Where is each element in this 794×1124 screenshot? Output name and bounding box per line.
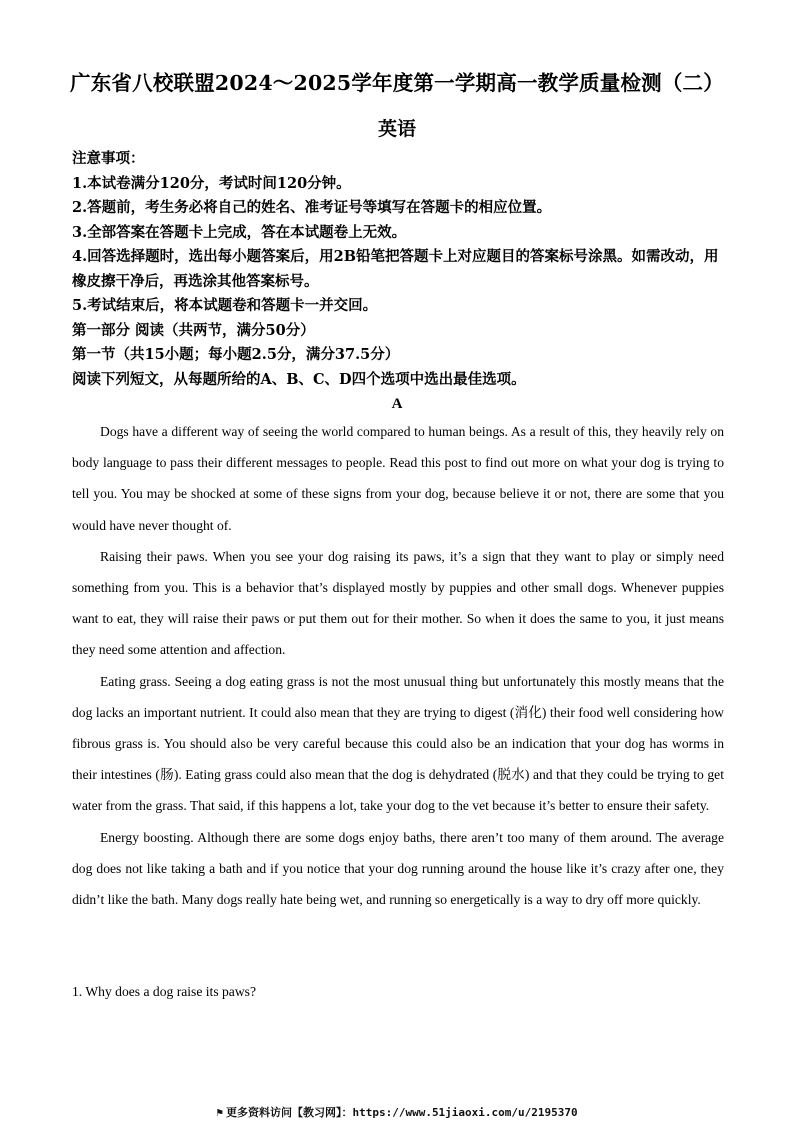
section-heading: 第一节（共15小题；每小题2.5分，满分37.5分） — [72, 346, 400, 363]
note-item-5: 5.考试结束后，将本试题卷和答题卡一并交回。 — [72, 297, 378, 314]
note-item-3: 3.全部答案在答题卡上完成，答在本试题卷上无效。 — [72, 223, 407, 241]
question-1: 1. Why does a dog raise its paws? — [72, 984, 256, 999]
passage-paragraph-3: Eating grass. Seeing a dog eating grass is not the most unusual thing but unfortunately this mostly means that the dog lacks an important nutrient. It could also mean that they are trying to digest (消化) their food well considering how fibrous grass is. You should also be very careful because this could also be an indication that your dog has worms in their intestines (肠). Eating grass could also mean that the dog is dehydrated (脱水) and that they could be trying to get water from the grass. That said, if this happens a lot, take your dog to the vet because it’s better to ensure their safety. — [72, 673, 724, 814]
reading-passage — [72, 416, 724, 915]
note-item-1: 1.本试卷满分120分，考试时间120分钟。 — [72, 174, 351, 192]
footer-link[interactable]: 更多资料访问【教习网】：https://www.51jiaoxi.com/u/2195370 — [225, 1106, 578, 1119]
notes-heading: 注意事项： — [72, 150, 145, 167]
instruction-text: 阅读下列短文，从每题所给的A、B、C、D四个选项中选出最佳选项。 — [72, 370, 526, 388]
note-item-4: 4.回答选择题时，选出每小题答案后，用2B铅笔把答题卡上对应题目的答案标号涂黑。如需改动，用橡皮擦干净后，再选涂其他答案标号。 — [72, 248, 719, 290]
subject-title: 英语 — [377, 118, 416, 140]
passage-paragraph-2: Raising their paws. When you see your dog raising its paws, it’s a sign that they want to play or simply need something from you. This is a behavior that’s displayed mostly by puppies and other small dogs. Whenever puppies want to eat, they will raise their paws or put them out for their mother. So when it does the same to you, it just means they need some attention and affection. — [72, 548, 724, 658]
page-title: 广东省八校联盟2024～2025学年度第一学期高一教学质量检测（二） — [70, 71, 724, 95]
passage-paragraph-1: Dogs have a different way of seeing the world compared to human beings. As a result of this, they heavily rely on body language to pass their different messages to people. Read this post to find out more on what your dog is trying to tell you. You may be shocked at some of these signs from your dog, because believe it or not, there are some that you would have never thought of. — [72, 424, 724, 533]
exam-notes — [72, 147, 732, 392]
passage-letter: A — [391, 396, 403, 412]
passage-paragraph-4: Energy boosting. Although there are some dogs enjoy baths, there aren’t too many of them around. The average dog does not like taking a bath and if you notice that your dog running around the house like it’s crazy after one, they didn’t like the bath. Many dogs really hate being wet, and running so energetically is a way to dry off more quickly. — [72, 829, 724, 908]
part-heading: 第一部分 阅读（共两节，满分50分） — [72, 321, 315, 339]
footer — [0, 1104, 794, 1120]
flag-icon: ⚑ — [216, 1106, 223, 1119]
note-item-2: 2.答题前，考生务必将自己的姓名、准考证号等填写在答题卡的相应位置。 — [72, 199, 552, 216]
